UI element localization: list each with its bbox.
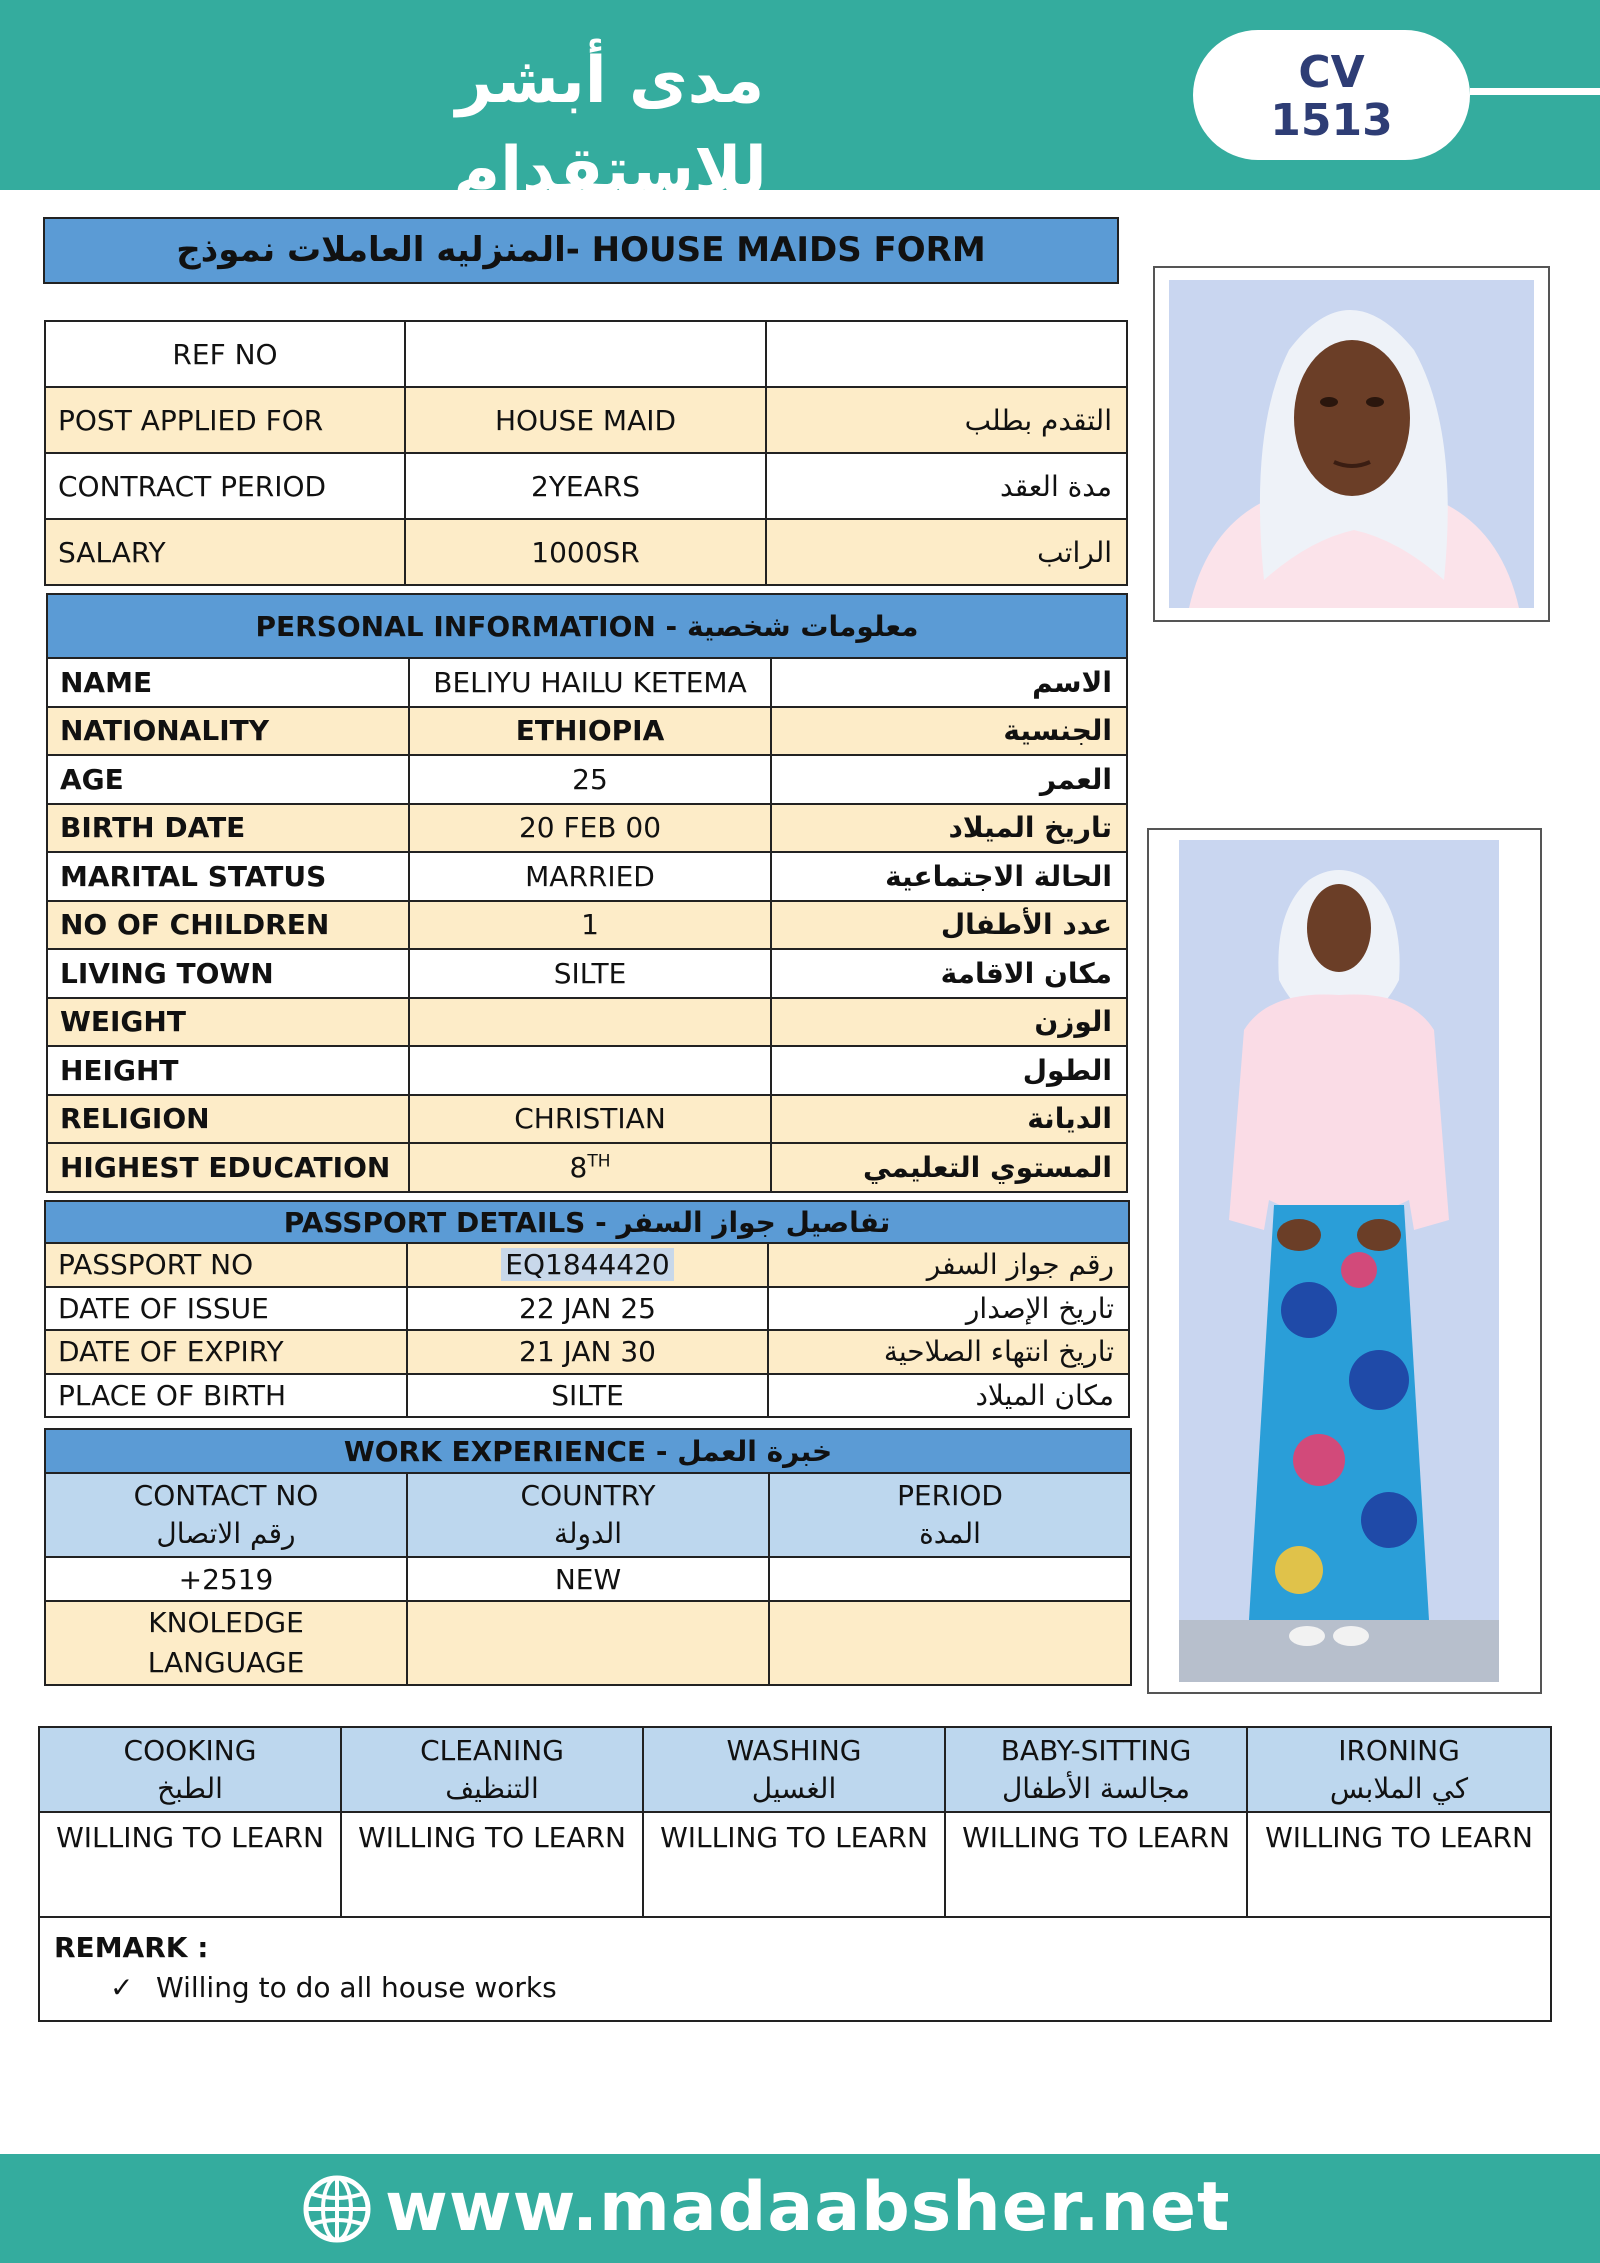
page-footer	[0, 2154, 1600, 2263]
column-header	[45, 1473, 407, 1557]
marital-value: MARRIED	[409, 852, 771, 901]
table-row	[45, 1243, 1129, 1287]
table-row	[45, 387, 1127, 453]
expiry-ar: تاريخ انتهاء الصلاحية	[768, 1330, 1129, 1374]
skill-en: IRONING	[1338, 1733, 1460, 1767]
birth-place-value: SILTE	[407, 1374, 768, 1418]
application-table	[44, 320, 1128, 586]
contract-value: 2YEARS	[405, 453, 766, 519]
table-row	[47, 949, 1127, 998]
table-header	[45, 1429, 1131, 1473]
skill-status: WILLING TO LEARN	[643, 1812, 945, 1917]
skill-status: WILLING TO LEARN	[945, 1812, 1247, 1917]
contact-col-en: CONTACT NO	[133, 1479, 319, 1512]
children-label: NO OF CHILDREN	[47, 901, 409, 950]
table-row	[39, 1812, 1551, 1917]
ref-no-ar	[766, 321, 1127, 387]
period-col-en: PERIOD	[897, 1479, 1003, 1512]
table-row	[45, 519, 1127, 585]
birth-date-value: 20 FEB 00	[409, 804, 771, 853]
table-row	[45, 1473, 1131, 1557]
skills-table	[38, 1726, 1552, 2022]
skill-ar: الطبخ	[157, 1771, 223, 1805]
passport-no-value: EQ1844420	[501, 1248, 673, 1281]
religion-ar: الديانة	[771, 1095, 1127, 1144]
table-row	[45, 1287, 1129, 1331]
ref-no-label: REF NO	[45, 321, 405, 387]
living-town-ar: مكان الاقامة	[771, 949, 1127, 998]
table-row	[47, 1046, 1127, 1095]
name-ar: الاسم	[771, 658, 1127, 707]
skill-ar: مجالسة الأطفال	[1001, 1771, 1191, 1805]
skill-cooking	[39, 1727, 341, 1812]
skill-washing	[643, 1727, 945, 1812]
contract-ar: مدة العقد	[766, 453, 1127, 519]
brand-title: مدى أبشر للاستقدام	[453, 44, 767, 208]
post-ar: التقدم بطلب	[766, 387, 1127, 453]
education-ar: المستوي التعليمي	[771, 1143, 1127, 1192]
table-row	[45, 1330, 1129, 1374]
contact-col-ar: رقم الاتصال	[156, 1517, 296, 1550]
education-suffix: TH	[587, 1151, 611, 1172]
language-cell	[45, 1601, 407, 1685]
table-header	[47, 594, 1127, 658]
ref-no-value	[405, 321, 766, 387]
portrait-photo	[1169, 280, 1534, 608]
salary-label: SALARY	[45, 519, 405, 585]
nationality-ar: الجنسية	[771, 707, 1127, 756]
skill-cleaning	[341, 1727, 643, 1812]
age-ar: العمر	[771, 755, 1127, 804]
contact-value: +2519	[45, 1557, 407, 1601]
skill-ar: كي الملابس	[1329, 1771, 1469, 1805]
education-value	[409, 1143, 771, 1192]
remark-text: Willing to do all house works	[156, 1971, 557, 2004]
header-divider	[1470, 88, 1600, 95]
table-row	[45, 321, 1127, 387]
expiry-value: 21 JAN 30	[407, 1330, 768, 1374]
age-label: AGE	[47, 755, 409, 804]
table-row	[45, 1374, 1129, 1418]
language-line2: LANGUAGE	[147, 1646, 305, 1679]
skill-baby-sitting	[945, 1727, 1247, 1812]
skill-ar: التنظيف	[445, 1771, 539, 1805]
marital-ar: الحالة الاجتماعية	[771, 852, 1127, 901]
passport-no-cell	[407, 1243, 768, 1287]
skill-en: COOKING	[123, 1733, 257, 1767]
portrait-photo-frame	[1153, 266, 1550, 622]
table-row	[47, 1143, 1127, 1192]
website-link[interactable]: www.madaabsher.net	[385, 2168, 1231, 2247]
remark-row	[39, 1917, 1551, 2021]
birth-place-ar: مكان الميلاد	[768, 1374, 1129, 1418]
skill-ar: الغسيل	[751, 1771, 837, 1805]
nationality-label: NATIONALITY	[47, 707, 409, 756]
contract-label: CONTRACT PERIOD	[45, 453, 405, 519]
weight-ar: الوزن	[771, 998, 1127, 1047]
skill-status: WILLING TO LEARN	[39, 1812, 341, 1917]
salary-ar: الراتب	[766, 519, 1127, 585]
height-label: HEIGHT	[47, 1046, 409, 1095]
country-value: NEW	[407, 1557, 769, 1601]
personal-info-table	[46, 593, 1128, 1193]
birth-date-label: BIRTH DATE	[47, 804, 409, 853]
skill-en: BABY-SITTING	[1000, 1733, 1192, 1767]
living-town-value: SILTE	[409, 949, 771, 998]
work-experience-table	[44, 1428, 1132, 1686]
table-row	[45, 1601, 1131, 1685]
language-value	[407, 1601, 769, 1685]
skill-ironing	[1247, 1727, 1551, 1812]
height-value	[409, 1046, 771, 1095]
expiry-label: DATE OF EXPIRY	[45, 1330, 407, 1374]
table-row	[47, 901, 1127, 950]
personal-header: PERSONAL INFORMATION - معلومات شخصية	[47, 594, 1127, 658]
issue-value: 22 JAN 25	[407, 1287, 768, 1331]
post-value: HOUSE MAID	[405, 387, 766, 453]
cv-number: 1513	[1270, 95, 1393, 146]
period-col-ar: المدة	[919, 1517, 981, 1550]
full-body-photo	[1179, 840, 1499, 1682]
weight-label: WEIGHT	[47, 998, 409, 1047]
portrait-illustration	[1169, 280, 1534, 608]
children-value: 1	[409, 901, 771, 950]
issue-label: DATE OF ISSUE	[45, 1287, 407, 1331]
remark-item	[54, 1968, 1536, 2008]
name-value: BELIYU HAILU KETEMA	[409, 658, 771, 707]
skill-en: WASHING	[726, 1733, 862, 1767]
skill-status: WILLING TO LEARN	[341, 1812, 643, 1917]
table-row	[47, 658, 1127, 707]
column-header	[407, 1473, 769, 1557]
passport-header: PASSPORT DETAILS - تفاصيل جواز السفر	[45, 1201, 1129, 1243]
passport-no-ar: رقم جواز السفر	[768, 1243, 1129, 1287]
table-row	[47, 755, 1127, 804]
checkmark-icon: ✓	[110, 1971, 134, 2004]
country-col-en: COUNTRY	[520, 1479, 656, 1512]
post-label: POST APPLIED FOR	[45, 387, 405, 453]
column-header	[769, 1473, 1131, 1557]
cv-badge	[1193, 30, 1470, 160]
salary-value: 1000SR	[405, 519, 766, 585]
full-body-photo-frame	[1147, 828, 1542, 1694]
nationality-value: ETHIOPIA	[409, 707, 771, 756]
religion-value: CHRISTIAN	[409, 1095, 771, 1144]
name-label: NAME	[47, 658, 409, 707]
full-body-illustration	[1179, 840, 1499, 1682]
remark-cell	[39, 1917, 1551, 2021]
weight-value	[409, 998, 771, 1047]
religion-label: RELIGION	[47, 1095, 409, 1144]
globe-icon	[302, 2174, 372, 2244]
table-row	[47, 998, 1127, 1047]
table-row	[47, 1095, 1127, 1144]
table-row	[47, 707, 1127, 756]
page-header	[0, 0, 1600, 208]
education-number: 8	[569, 1150, 588, 1184]
age-value: 25	[409, 755, 771, 804]
work-header: WORK EXPERIENCE - خبرة العمل	[45, 1429, 1131, 1473]
birth-place-label: PLACE OF BIRTH	[45, 1374, 407, 1418]
language-extra	[769, 1601, 1131, 1685]
living-town-label: LIVING TOWN	[47, 949, 409, 998]
education-label: HIGHEST EDUCATION	[47, 1143, 409, 1192]
passport-table	[44, 1200, 1130, 1418]
table-row	[47, 804, 1127, 853]
table-header	[45, 1201, 1129, 1243]
height-ar: الطول	[771, 1046, 1127, 1095]
country-col-ar: الدولة	[553, 1517, 623, 1550]
table-row	[39, 1727, 1551, 1812]
skill-status: WILLING TO LEARN	[1247, 1812, 1551, 1917]
language-line1: KNOLEDGE	[148, 1606, 304, 1639]
table-row	[45, 1557, 1131, 1601]
skill-en: CLEANING	[420, 1733, 564, 1767]
marital-label: MARITAL STATUS	[47, 852, 409, 901]
birth-date-ar: تاريخ الميلاد	[771, 804, 1127, 853]
table-row	[47, 852, 1127, 901]
passport-no-label: PASSPORT NO	[45, 1243, 407, 1287]
remark-title: REMARK :	[54, 1931, 209, 1964]
children-ar: عدد الأطفال	[771, 901, 1127, 950]
form-title: المنزليه العاملات نموذج- HOUSE MAIDS FORM	[43, 217, 1119, 284]
cv-label: CV	[1298, 47, 1365, 98]
table-row	[45, 453, 1127, 519]
period-value	[769, 1557, 1131, 1601]
issue-ar: تاريخ الإصدار	[768, 1287, 1129, 1331]
